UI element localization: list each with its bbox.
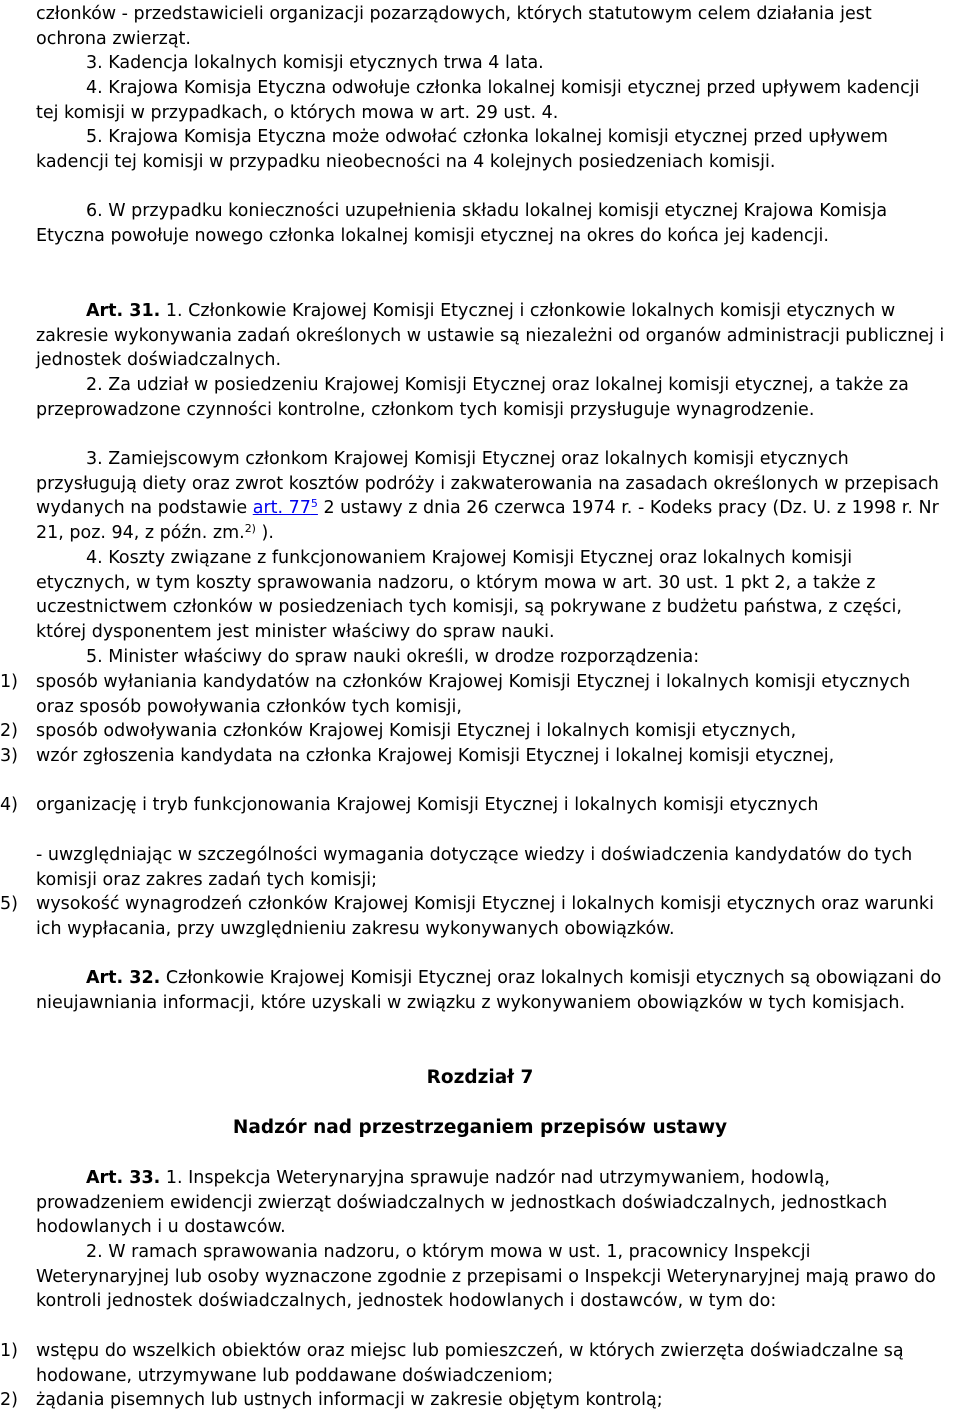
paragraph-term-length: 3. Kadencja lokalnych komisji etycznych trwa 4 lata.: [86, 53, 544, 73]
article-31-paragraph-1: [36, 299, 946, 373]
list-item: [0, 719, 946, 744]
article-31-paragraph-3: [36, 447, 946, 545]
list-item-number: 1): [0, 672, 18, 692]
article-33-paragraph-1: [36, 1166, 946, 1240]
paragraph-members-ngo: członków - przedstawicieli organizacji pozarządowych, których statutowym celem działania jest ochrona zwierząt.: [36, 4, 872, 49]
chapter-title: Nadzór nad przestrzeganiem przepisów ustawy: [232, 1117, 728, 1138]
link-text: art. 77: [252, 498, 311, 519]
article-31-heading: Art. 31.: [86, 301, 161, 321]
list-item: [0, 1388, 946, 1413]
list-item-number: 3): [0, 746, 18, 766]
article-32-heading: Art. 32.: [86, 968, 161, 988]
list-item: [0, 744, 946, 769]
list-item-number: 1): [0, 1341, 18, 1361]
article-31-p1-text: 1. Członkowie Krajowej Komisji Etycznej i członkowie lokalnych komisji etycznych w zakresie wykonywania zadań określonych w ustawie są niezależni od organów administracji publicznej i jednostek doświadczalnych.: [36, 301, 945, 371]
link-superscript: 5: [310, 497, 318, 511]
article-31-p3-text-b: 2 ustawy z dnia 26 czerwca 1974 r. - Kodeks pracy (Dz. U. z 1998 r. Nr 21, poz. 94, z późn. zm.: [36, 498, 939, 543]
article-32: [36, 966, 946, 1015]
list-item-text: sposób wyłaniania kandydatów na członków Krajowej Komisji Etycznej i lokalnych komisji etycznych oraz sposób powoływania członków tych komisji,: [36, 672, 911, 717]
paragraph-dismissal-mandatory: 4. Krajowa Komisja Etyczna odwołuje członka lokalnej komisji etycznej przed upływem kadencji tej komisji w przypadkach, o których mowa w art. 29 ust. 4.: [36, 78, 920, 123]
article-31-p3-text-c: ).: [255, 522, 274, 543]
article-31-paragraph-5: 5. Minister właściwy do spraw nauki określi, w drodze rozporządzenia:: [86, 647, 700, 667]
article-31-paragraph-4: 4. Koszty związane z funkcjonowaniem Krajowej Komisji Etycznej oraz lokalnych komisji etycznych, w tym koszty sprawowania nadzoru, o którym mowa w art. 30 ust. 1 pkt 2, a także z uczestnictwem członków w posiedzeniach tych komisji, są pokrywane z budżetu państwa, z części, której dysponentem jest minister właściwy do spraw nauki.: [36, 548, 902, 642]
footnote-marker: 2): [244, 521, 256, 535]
list-item-number: 4): [0, 795, 18, 815]
article-31-paragraph-2: 2. Za udział w posiedzeniu Krajowej Komisji Etycznej oraz lokalnej komisji etycznej, a także za przeprowadzone czynności kontrolne, członkom tych komisji przysługuje wynagrodzenie.: [36, 375, 909, 420]
list-item-text: wstępu do wszelkich obiektów oraz miejsc lub pomieszczeń, w których zwierzęta doświadczalne są hodowane, utrzymywane lub poddawane doświadczeniom;: [36, 1341, 904, 1386]
article-32-text: Członkowie Krajowej Komisji Etycznej oraz lokalnych komisji etycznych są obowiązani do nieujawniania informacji, które uzyskali w związku z wykonywaniem obowiązków w tych komisjach.: [36, 968, 942, 1013]
list-item-text: żądania pisemnych lub ustnych informacji w zakresie objętym kontrolą;: [36, 1390, 663, 1410]
list-item-text: sposób odwoływania członków Krajowej Komisji Etycznej i lokalnych komisji etycznych,: [36, 721, 797, 741]
paragraph-dismissal-absence: 5. Krajowa Komisja Etyczna może odwołać członka lokalnej komisji etycznej przed upływem kadencji tej komisji w przypadku nieobecności na 4 kolejnych posiedzeniach komisji.: [36, 127, 888, 172]
article-33-p1-text: 1. Inspekcja Weterynaryjna sprawuje nadzór nad utrzymywaniem, hodowlą, prowadzeniem ewidencji zwierząt doświadczalnych w jednostkach doświadczalnych, jednostkach hodowlanych i u dostawców.: [36, 1168, 888, 1238]
article-31-p3-text-a: 3. Zamiejscowym członkom Krajowej Komisji Etycznej oraz lokalnych komisji etycznych przysługują diety oraz zwrot kosztów podróży i zakwaterowania na zasadach określonych w przepisach wydanych na podstawie: [36, 449, 939, 519]
article-33-paragraph-2: 2. W ramach sprawowania nadzoru, o którym mowa w ust. 1, pracownicy Inspekcji Weterynaryjnej lub osoby wyznaczone zgodnie z przepisami o Inspekcji Weterynaryjnej mają prawo do kontroli jednostek doświadczalnych, jednostek hodowlanych i dostawców, w tym do:: [36, 1242, 936, 1312]
list-item-text: wzór zgłoszenia kandydata na członka Krajowej Komisji Etycznej i lokalnej komisji etycznej,: [36, 746, 835, 766]
list-item-text: wysokość wynagrodzeń członków Krajowej Komisji Etycznej i lokalnych komisji etycznych oraz warunki ich wypłacania, przy uwzględnieniu zakresu wykonywanych obowiązków.: [36, 894, 934, 939]
list-dash-clause: - uwzględniając w szczególności wymagania dotyczące wiedzy i doświadczenia kandydatów do tych komisji oraz zakres zadań tych komisji;: [36, 845, 913, 890]
chapter-number: Rozdział 7: [426, 1067, 534, 1088]
list-item-number: 2): [0, 1390, 18, 1410]
list-item: [0, 892, 946, 941]
link-kodeks-pracy-art-77[interactable]: [253, 498, 318, 518]
paragraph-vacancy: 6. W przypadku konieczności uzupełnienia składu lokalnej komisji etycznej Krajowa Komisja Etyczna powołuje nowego członka lokalnej komisji etycznej na okres do końca jej kadencji.: [36, 201, 888, 246]
list-item: [0, 670, 946, 719]
article-33-heading: Art. 33.: [86, 1168, 161, 1188]
list-item-text: organizację i tryb funkcjonowania Krajowej Komisji Etycznej i lokalnych komisji etycznych: [36, 795, 819, 815]
list-item: [0, 1339, 946, 1388]
list-item-number: 2): [0, 721, 18, 741]
list-item-number: 5): [0, 894, 18, 914]
list-item: [0, 793, 946, 818]
